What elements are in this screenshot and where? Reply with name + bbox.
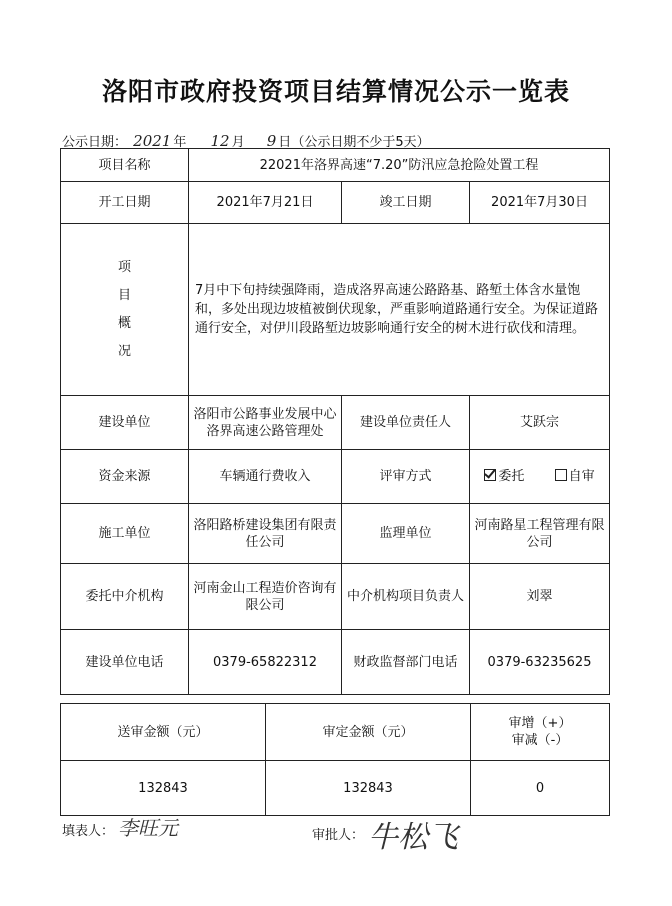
notice-month-unit: 月 (231, 135, 245, 150)
checked-box-icon (484, 469, 496, 481)
start-date-label: 开工日期 (61, 182, 189, 224)
review-method-options (470, 450, 610, 504)
fund-source-value: 车辆通行费收入 (189, 450, 342, 504)
settlement-table (60, 148, 610, 695)
project-name-value: 22021年洛界高速“7.20”防汛应急抢险处置工程 (189, 149, 610, 182)
filler-line (62, 812, 178, 841)
table-row (61, 450, 610, 504)
supervisor-value: 河南路星工程管理有限公司 (470, 504, 610, 564)
notice-day-unit: 日 (278, 135, 292, 150)
diff-amount-value: 0 (471, 761, 610, 816)
table-row (61, 224, 610, 396)
notice-year: 2021 (133, 132, 172, 150)
diff-label-decrease: 审减（-） (511, 733, 569, 748)
review-option-entrust: 委托 (498, 469, 525, 484)
builder-phone-value: 0379-65822312 (189, 630, 342, 695)
end-date-label: 竣工日期 (342, 182, 470, 224)
start-date-value: 2021年7月21日 (189, 182, 342, 224)
review-option-self: 自审 (568, 469, 595, 484)
notice-year-unit: 年 (173, 135, 187, 150)
diff-label (471, 704, 610, 761)
table-row (61, 630, 610, 695)
table-row (61, 182, 610, 224)
table-row (61, 761, 610, 816)
agency-rep-label: 中介机构项目负责人 (342, 564, 470, 630)
builder-rep-value: 艾跃宗 (470, 396, 610, 450)
table-row (61, 504, 610, 564)
unchecked-box-icon (555, 469, 567, 481)
notice-date-note: （公示日期不少于5天） (291, 135, 430, 150)
overview-label-char: 况 (117, 343, 131, 359)
approved-amount-label: 审定金额（元） (266, 704, 471, 761)
agency-rep-value: 刘翠 (470, 564, 610, 630)
overview-text: 7月中下旬持续强降雨，造成洛界高速公路路基、路堑土体含水量饱和，多处出现边坡植被倒伏现象，严重影响道路通行安全。为保证道路通行安全，对伊川段路堑边坡影响通行安全的树木进行砍伐和清理。 (189, 224, 610, 396)
project-name-label: 项目名称 (61, 149, 189, 182)
diff-label-increase: 审增（+） (508, 716, 572, 731)
approved-amount-value: 132843 (266, 761, 471, 816)
filler-signature: 李旺元 (118, 816, 179, 840)
contractor-label: 施工单位 (61, 504, 189, 564)
filler-label: 填表人： (62, 824, 115, 839)
contractor-value: 洛阳路桥建设集团有限责任公司 (189, 504, 342, 564)
approver-signature: 牛松飞 (368, 820, 459, 855)
table-row (61, 564, 610, 630)
page-title: 洛阳市政府投资项目结算情况公示一览表 (101, 77, 570, 106)
builder-value: 洛阳市公路事业发展中心洛界高速公路管理处 (189, 396, 342, 450)
submit-amount-label: 送审金额（元） (61, 704, 266, 761)
table-row (61, 396, 610, 450)
finance-phone-label: 财政监督部门电话 (342, 630, 470, 695)
end-date-value: 2021年7月30日 (470, 182, 610, 224)
agency-label: 委托中介机构 (61, 564, 189, 630)
notice-day: 9 (266, 132, 277, 150)
overview-label-char: 目 (117, 287, 131, 303)
review-method-label: 评审方式 (342, 450, 470, 504)
builder-label: 建设单位 (61, 396, 189, 450)
builder-phone-label: 建设单位电话 (61, 630, 189, 695)
finance-phone-value: 0379-63235625 (470, 630, 610, 695)
overview-label-char: 项 (117, 259, 131, 275)
notice-month: 12 (210, 132, 230, 150)
approver-label: 审批人： (312, 828, 365, 843)
notice-date-label: 公示日期： (62, 135, 128, 150)
table-row (61, 704, 610, 761)
overview-label-char: 概 (117, 315, 131, 331)
agency-value: 河南金山工程造价咨询有限公司 (189, 564, 342, 630)
approver-line (312, 812, 458, 856)
submit-amount-value: 132843 (61, 761, 266, 816)
supervisor-label: 监理单位 (342, 504, 470, 564)
fund-source-label: 资金来源 (61, 450, 189, 504)
builder-rep-label: 建设单位责任人 (342, 396, 470, 450)
table-row (61, 149, 610, 182)
overview-label (61, 224, 189, 396)
amount-table (60, 703, 610, 816)
